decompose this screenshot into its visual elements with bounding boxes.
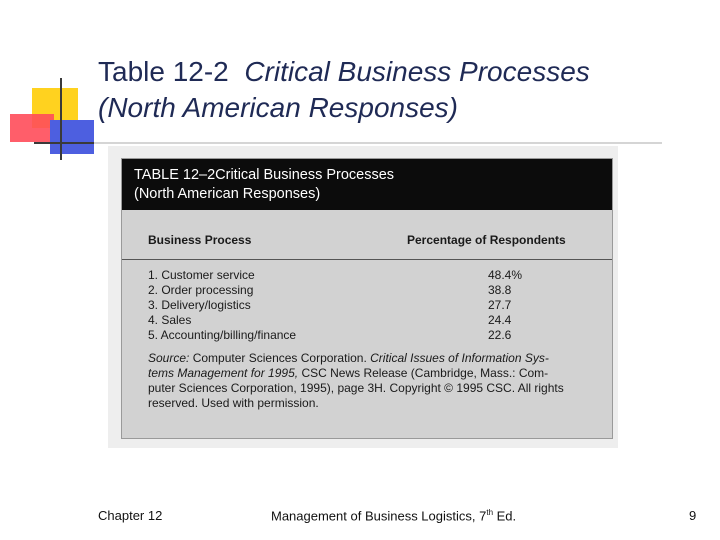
table-heading-line1: TABLE 12–2Critical Business Processes [134, 167, 395, 183]
footer-book-title-sup: th [486, 508, 494, 517]
table-body [122, 268, 612, 343]
footer-book-title-text: Management of Business Logistics, 7 [271, 508, 487, 524]
row-percent: 27.7 [488, 298, 512, 312]
source-label: Source: [148, 351, 190, 365]
footer-book-title [271, 508, 516, 523]
table-row [122, 268, 612, 283]
footer-chapter: Chapter 12 [98, 508, 163, 523]
title-prefix: Table 12-2 [98, 56, 229, 87]
column-header-process: Business Process [148, 233, 252, 247]
row-process: 1. Customer service [148, 268, 255, 282]
table-row [122, 328, 612, 343]
decorative-vertical-line [60, 78, 62, 160]
table-divider [122, 259, 612, 260]
source-org: Computer Sciences Corporation. [192, 351, 367, 365]
table-source-note [148, 351, 568, 411]
footer-book-title-end: Ed. [493, 508, 517, 524]
source-details: CSC News Release (Cambridge, Mass.: Com-puter Sciences Corporation, 1995), page 3H. Copyright © 1995 CSC. All rights reserved. Used with permission. [148, 366, 564, 410]
row-process: 3. Delivery/logistics [148, 298, 251, 312]
source-publication: Critical Issues of Information Sys-tems Management for 1995, [148, 351, 549, 380]
title-italic-line1: Critical Business Processes [244, 56, 590, 87]
decorative-red-square [10, 114, 54, 142]
row-percent: 38.8 [488, 283, 512, 297]
table-heading [122, 159, 612, 210]
decorative-blue-square [50, 120, 94, 154]
table-row [122, 298, 612, 313]
table-row [122, 313, 612, 328]
slide-title [98, 54, 698, 126]
title-italic-line2: (North American Responses) [98, 92, 458, 123]
table-row [122, 283, 612, 298]
row-percent: 24.4 [488, 313, 512, 327]
row-process: 5. Accounting/billing/finance [148, 328, 297, 342]
title-underline [34, 142, 662, 144]
table-image [121, 158, 613, 439]
column-header-percentage: Percentage of Respondents [407, 233, 566, 247]
row-percent: 48.4% [488, 268, 523, 282]
row-process: 2. Order processing [148, 283, 254, 297]
decorative-horizontal-line [34, 142, 94, 144]
footer-page-number: 9 [689, 508, 697, 523]
row-process: 4. Sales [148, 313, 192, 327]
table-heading-line2: (North American Responses) [134, 186, 321, 202]
row-percent: 22.6 [488, 328, 512, 342]
